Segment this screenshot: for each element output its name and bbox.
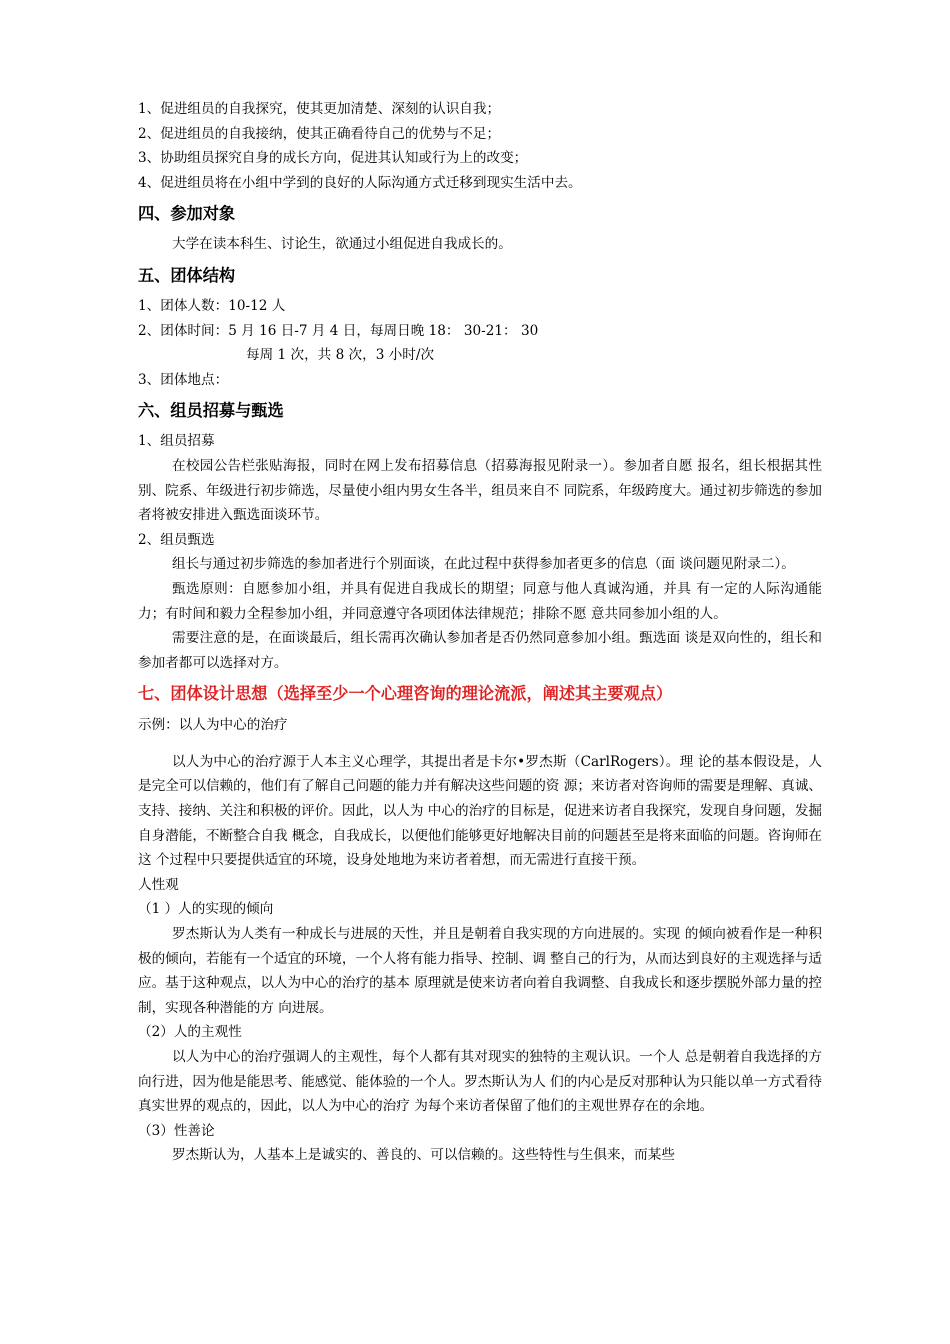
- selection-paragraph-2: 甄选原则：自愿参加小组，并具有促进自我成长的期望；同意与他人真诚沟通，并具 有一定的人际沟通能力；有时间和毅力全程参加小组，并同意遵守各项团体法律规范；排除不愿 意共同参加小组的人。: [138, 580, 822, 622]
- group-time: 2、团体时间：5 月 16 日-7 月 4 日，每周日晚 18： 30-21： 30: [138, 322, 539, 339]
- point-3-text: 罗杰斯认为，人基本上是诚实的、善良的、可以信赖的。这些特性与生俱来，而某些: [172, 1147, 675, 1164]
- goal-item-4: 4、促进组员将在小组中学到的良好的人际沟通方式迁移到现实生活中去。: [138, 174, 582, 191]
- point-2-title: （2）人的主观性: [138, 1024, 242, 1041]
- selection-paragraph-3: 需要注意的是，在面谈最后，组长需再次确认参加者是否仍然同意参加小组。甄选面 谈是双向性的，组长和参加者都可以选择对方。: [138, 630, 822, 671]
- section-7-heading: 七、团体设计思想（选择至少一个心理咨询的理论流派，阐述其主要观点）: [138, 684, 673, 704]
- spacer: [138, 738, 822, 750]
- selection-subheading: 2、组员甄选: [138, 531, 215, 548]
- group-frequency: 每周 1 次，共 8 次，3 小时/次: [246, 347, 435, 364]
- group-location: 3、团体地点：: [138, 371, 229, 388]
- example-label: 示例：以人为中心的治疗: [138, 717, 288, 734]
- goal-item-3: 3、协助组员探究自身的成长方向，促进其认知或行为上的改变；: [138, 150, 528, 167]
- section-6-heading: 六、组员招募与甄选: [138, 401, 284, 421]
- person-centered-intro: 以人为中心的治疗源于人本主义心理学，其提出者是卡尔•罗杰斯（CarlRogers）。理 论的基本假设是，人是完全可以信赖的，他们有了解自己问题的能力并有解决这些问题的资 源；来访者对咨询师的需要是理解、真诚、支持、接纳、关注和积极的评价。因此，以人为 中心的治疗的目标是，促进来访者自我探究，发现自身问题，发掘自身潜能，不断整合自我 概念，自我成长，以便他们能够更好地解决目前的问题甚至是将来面临的问题。咨询师在这 个过程中只要提供适宜的环境，设身处地地为来访者着想，而无需进行直接干预。: [138, 753, 823, 869]
- goal-item-1: 1、促进组员的自我探究，使其更加清楚、深刻的认识自我；: [138, 101, 501, 117]
- selection-paragraph-1: 组长与通过初步筛选的参加者进行个别面谈，在此过程中获得参加者更多的信息（面 谈问题见附录二）。: [172, 556, 795, 573]
- human-nature-heading: 人性观: [138, 876, 179, 893]
- group-size: 1、团体人数：10-12 人: [138, 297, 286, 314]
- section-4-text: 大学在读本科生、讨论生，欲通过小组促进自我成长的。: [172, 236, 512, 253]
- point-2-text: 以人为中心的治疗强调人的主观性，每个人都有其对现实的独特的主观认识。一个人 总是朝着自我选择的方向行进，因为他是能思考、能感觉、能体验的一个人。罗杰斯认为人 们的内心是反对那种认为只能以单一方式看待真实世界的观点的，因此，以人为中心的治疗 为每个来访者保留了他们的主观世界存在的余地。: [138, 1049, 823, 1115]
- section-4-heading: 四、参加对象: [138, 204, 236, 224]
- document-page: [138, 97, 822, 1168]
- goal-item-2: 2、促进组员的自我接纳，使其正确看待自己的优势与不足；: [138, 125, 501, 142]
- point-3-title: （3）性善论: [138, 1122, 215, 1139]
- point-1-title: （1 ）人的实现的倾向: [138, 901, 274, 918]
- section-5-heading: 五、团体结构: [138, 265, 236, 285]
- point-1-text: 罗杰斯认为人类有一种成长与进展的天性，并且是朝着自我实现的方向进展的。实现 的倾向被看作是一种积极的倾向，若能有一个适宜的环境，一个人将有能力指导、控制、调 整自己的行为，从而达到良好的主观选择与适应。基于这种观点，以人为中心的治疗的基本 原理就是使来访者向着自我调整、自我成长和逐步摆脱外部力量的控制，实现各种潜能的方 向进展。: [138, 926, 823, 1016]
- recruitment-text: 在校园公告栏张贴海报，同时在网上发布招募信息（招募海报见附录一）。参加者自愿 报名，组长根据其性别、院系、年级进行初步筛选，尽量使小组内男女生各半，组员来自不 同院系，年级跨度大。通过初步筛选的参加者将被安排进入甄选面谈环节。: [138, 457, 823, 524]
- recruitment-subheading: 1、组员招募: [138, 433, 215, 450]
